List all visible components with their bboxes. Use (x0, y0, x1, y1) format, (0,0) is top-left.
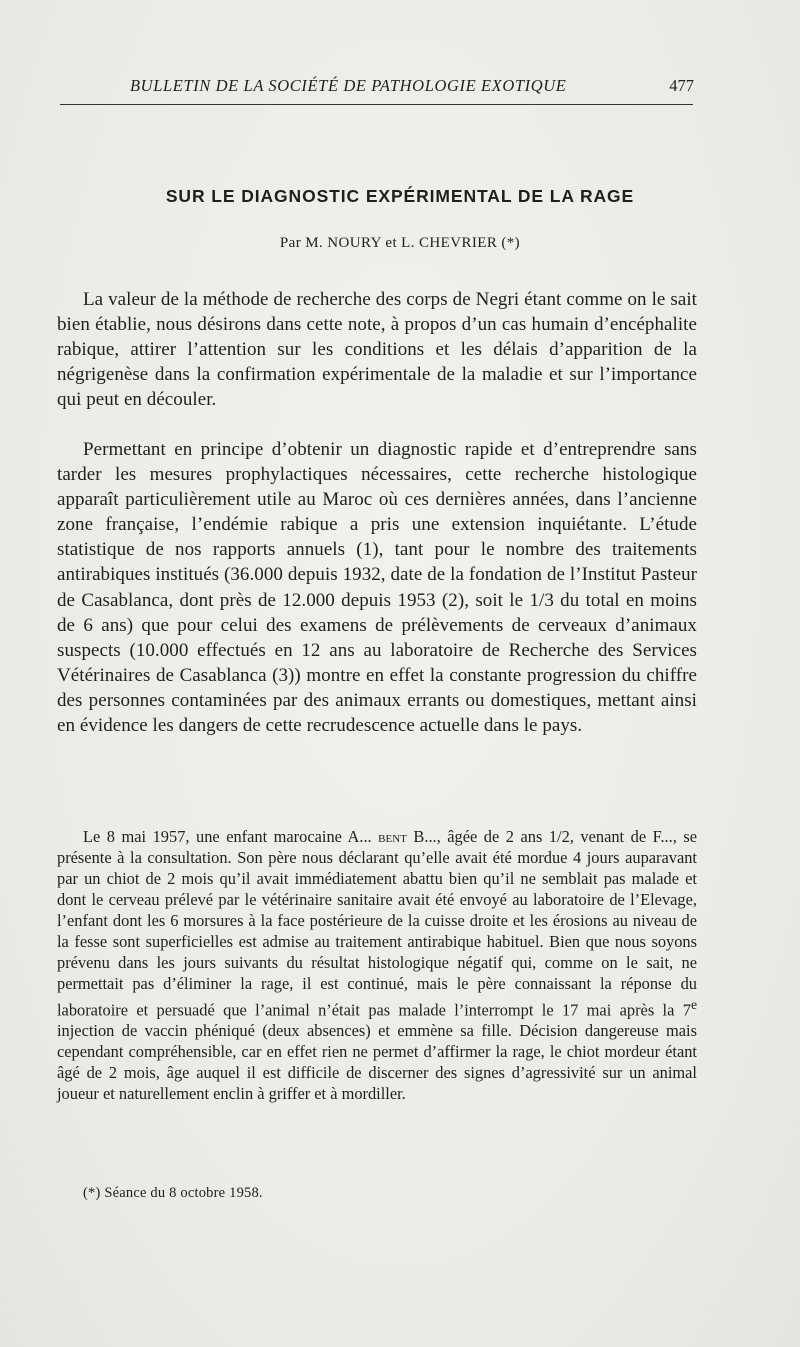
paragraph-3-middle: B..., âgée de 2 ans 1/2, venant de F..., se présente à la consultation. Son père nous déclarant qu’elle avait été mordue 4 jours auparavant par un chiot de 2 mois qu’il avait immédiatement abattu bien qu’il ne semblait pas malade et dont le cerveau prélevé par le vétérinaire sanitaire avait été envoyé au laboratoire de l’Elevage, l’enfant dont les 6 morsures à la face postérieure de la cuisse droite et les érosions au niveau de la fesse sont superficielles est admise au traitement antirabique habituel. Bien que nous soyons prévenu dans les jours suivants du résultat histologique négatif qui, comme on le sait, ne permettait pas d’éliminer la rage, il est continué, mais le père connaissant la réponse du laboratoire et persuadé que l’animal n’était pas malade l’interrompt le 17 mai après la 7 (57, 827, 697, 1020)
article-title: SUR LE DIAGNOSTIC EXPÉRIMENTAL DE LA RAGE (165, 186, 635, 206)
footnote: (*) Séance du 8 octobre 1958. (83, 1185, 263, 1201)
header-rule (60, 104, 693, 105)
page-number: 477 (669, 76, 694, 95)
body-paragraph-2: Permettant en principe d’obtenir un diagnostic rapide et d’entreprendre sans tarder les mesures prophylactiques nécessaires, cette recherche histologique apparaît particulièrement utile au Maroc où ces dernières années, dans l’ancienne zone française, l’endémie rabique a pris une extension inquiétante. L’étude statistique de nos rapports annuels (1), tant pour le nombre des traitements antirabiques institués (36.000 depuis 1932, date de la fondation de l’Institut Pasteur de Casablanca, dont près de 12.000 depuis 1953 (2), soit le 1/3 du total en moins de 6 ans) que pour celui des examens de prélèvements de cerveaux d’animaux suspects (10.000 effectués en 12 ans au laboratoire de Recherche des Services Vétérinaires de Casablanca (3)) montre en effet la constante progression du chiffre des personnes contaminées par des animaux errants ou domestiques, mettant ainsi en évidence les dangers de cette recrudescence actuelle dans le pays. (57, 439, 697, 737)
ordinal-superscript: e (690, 997, 697, 1012)
running-head (60, 72, 700, 98)
paragraph-3-smallcaps: bent (378, 827, 407, 846)
paragraph-3-start: Le 8 mai 1957, une enfant marocaine A... (83, 827, 379, 846)
body-paragraph-3 (57, 826, 697, 1104)
body-paragraph-1: La valeur de la méthode de recherche des corps de Negri étant comme on le sait bien établie, nous désirons dans cette note, à propos d’un cas humain d’encéphalite rabique, attirer l’attention sur les conditions et les délais d’apparition de la négrigenèse dans la confirmation expérimentale de la maladie et sur l’importance qui peut en découler. (57, 289, 697, 411)
journal-title: BULLETIN DE LA SOCIÉTÉ DE PATHOLOGIE EXOTIQUE (130, 76, 567, 95)
paragraph-3-end: injection de vaccin phéniqué (deux absences) et emmène sa fille. Décision dangereuse mais cependant compréhensible, car en effet rien ne permet d’affirmer la rage, le chiot mordeur étant âgé de 2 mois, âge auquel il est difficile de discerner des signes d’agressivité sur un animal joueur et naturellement enclin à griffer et à mordiller. (57, 1021, 697, 1104)
article-byline: Par M. NOURY et L. CHEVRIER (*) (279, 235, 521, 251)
